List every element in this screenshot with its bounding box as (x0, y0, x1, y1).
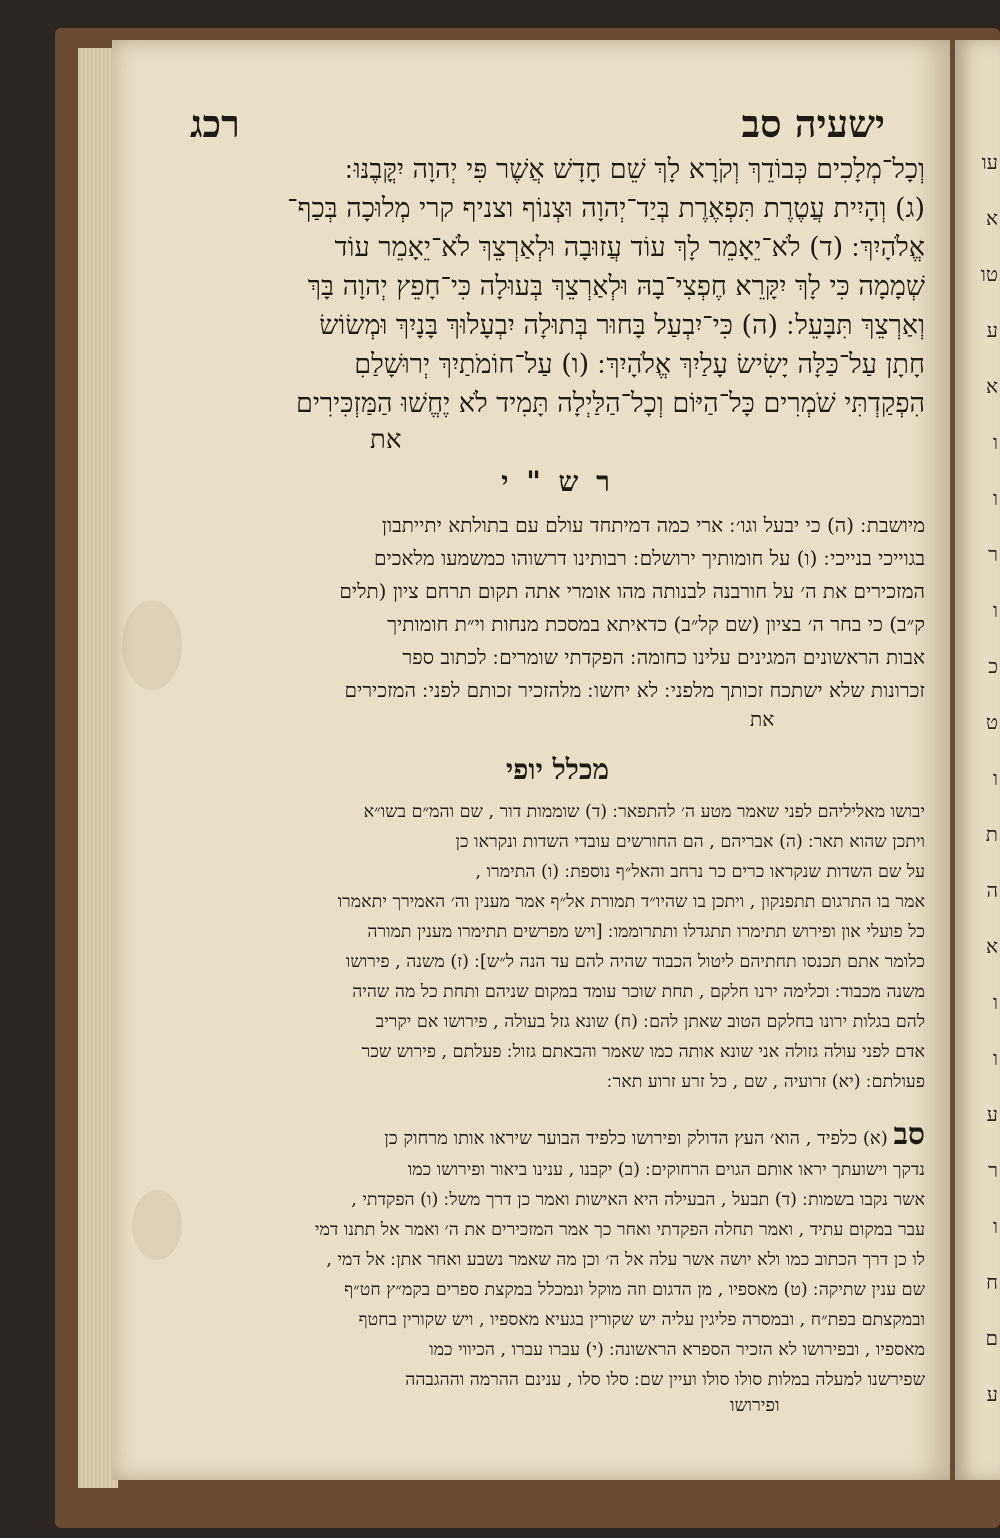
next-page-fragment: ע (986, 318, 998, 342)
next-page-fragment: ו (992, 486, 998, 510)
next-page-fragment: ו (992, 990, 998, 1014)
second-catchword: ופירושו (730, 1395, 780, 1416)
verse-line: הִפְקַדְתִּי שֹׁמְרִים כָּל־הַיּוֹם וְכָל־הַלַּיְלָה תָּמִיד לֹא יֶחֱשׁוּ הַמַּזְכִּירִים (295, 388, 925, 419)
rashi-line: בגוייכי בנייכי ׃ (ו) על חומותיך ירושלם ׃ רבותינו דרשוהו כמשמעו מלאכים (374, 546, 925, 570)
mikhlol-line: על שם השדות שנקראו כרים כר נרחב והאל״ף נוספת ׃ (ו) התימרו , (475, 862, 925, 882)
rashi-line: זכרונות שלא ישתכח זכותך מלפני ׃ לא יחשו ׃ מלהזכיר זכותם לפני ׃ המזכירים (344, 678, 925, 702)
rashi-line: המזכירים את ה׳ על חורבנה לבנותה מהו אומרי אתה תקום תרחם ציון (תלים (339, 579, 925, 603)
commentary-line: שם ענין שתיקה ׃ (ט) מאספיו , מן הדגום וזה מוקל ונמכלל במקצת ספרים בקמ״ץ חט״ף (344, 1280, 925, 1300)
page-content (190, 98, 925, 1416)
commentary-line: לו כן דרך הכתוב כמו ולא יושה אשר עלה אל ה׳ וכן מה שאמר נשבע ואחר אתן ׃ אל דמי , (326, 1250, 925, 1270)
mikhlol-line: אמר בו התרגום תתפנקון , ויתכן בו שהיו״ד תמורת אל״ף אמר מענין וה׳ האמירך יתאמרו (337, 892, 925, 912)
next-page-fragment: א (985, 934, 998, 958)
next-page-fragment: א (985, 206, 998, 230)
commentary-line: נדקך וישועתך יראו אותם הגוים הרחוקים ׃ (ב) יקבנו , ענינו ביאור ופירושו כמו (407, 1160, 925, 1180)
commentary-line: שפירשנו למעלה במלות סולו סולו ועיין שם ׃ סלו סלו , ענינם ההרמה וההגבהה (405, 1370, 925, 1390)
rashi-title: ר ש " י (501, 465, 614, 498)
next-page-fragment: ע (986, 1102, 998, 1126)
mikhlol-line: משנה מכבוד ׃ וכלימה ירנו חלקם , תחת שוכר עומד במקום שניהם ותחת כל מה שהיה (352, 982, 925, 1002)
mikhlol-line: כלומר אתם תכנסו תחתיהם ליטול הכבוד שהיה להם עד הנה ל״ש] ׃ (ז) משנה , פירושו (345, 952, 925, 972)
next-page-fragment: ט (985, 710, 998, 734)
mikhlol-line: אדם לפני עולה גזולה אני שונא אותה כמו שאמר והבאתם גזול ׃ פעלתם , פירוש שכר (361, 1042, 925, 1062)
book-chapter-title: ישעיה סב (741, 101, 885, 146)
next-page-fragment: ח (986, 1270, 998, 1294)
mikhlol-line: יבושו מאליליהם לפני שאמר מטע ה׳ להתפאר ׃ (ד) שוממות דור , שם והמ״ם בשו״א (363, 802, 925, 822)
next-page-fragment: ו (992, 766, 998, 790)
verse-line: אֱלֹהָיִךְ ׃ (ד) לֹא־יֵאָמֵר לָךְ עוֹד עֲזוּבָה וּלְאַרְצֵךְ לֹא־יֵאָמֵר עוֹד (334, 232, 925, 263)
rashi-catchword: את (750, 707, 775, 731)
commentary-line: ובמקצתם בפת״ח , ובמסרה פליגין עליה יש שקורין בגעיא מאספיו , ויש שקורין בחטף (358, 1310, 925, 1330)
next-page-fragment: ו (992, 1046, 998, 1070)
scripture-text (190, 150, 925, 423)
verse-line: וְכָל־מְלָכִים כְּבוֹדֵךְ וְקֹרָא לָךְ שֵׁם חָדָשׁ אֲשֶׁר פִּי יְהוָה יִקֳּבֶנּוּ ׃ (345, 154, 925, 185)
commentary-opening-line (190, 1119, 925, 1155)
catchword: את (370, 425, 402, 455)
paper-stain (122, 600, 182, 690)
rashi-line: אבות הראשונים המגינים עלינו כחומה ׃ הפקדתי שומרים ׃ לכתוב ספר (402, 645, 925, 669)
paper-stain (132, 1190, 182, 1260)
commentary-line: אשר נקבו בשמות ׃ (ד) תבעל , הבעילה היא האישות ואמר כן דרך משל ׃ (ו) הפקדתי , (351, 1190, 925, 1210)
mikhlol-line: להם בגלות ירונו בחלקם הטוב שאתן להם ׃ (ח) שונא גזל בעולה , פירושו אם יקריב (375, 1012, 925, 1032)
mikhlol-line: ויתכן שהוא תאר ׃ (ה) אבריהם , הם החורשים עובדי השדות ונקראו כן (455, 832, 925, 852)
verse-line: (ג) וְהָיִית עֲטֶרֶת תִּפְאֶרֶת בְּיַד־יְהוָה וּצְנוֹף וצניף קרי מְלוּכָה בְּכַף־ (287, 193, 925, 224)
next-page-fragment: א (985, 374, 998, 398)
verse-line: שְׁמָמָה כִּי לָךְ יִקָּרֵא חֶפְצִי־בָהּ וּלְאַרְצֵךְ בְּעוּלָה כִּי־חָפֵץ יְהוָה בָּךְ (307, 271, 925, 302)
second-commentary (190, 1155, 925, 1395)
page-header (190, 98, 925, 150)
commentary-line: מאספיו , ובפירושו לא הזכיר הספרא הראשונה ׃ (י) עברו עברו , הכיווי כמו (429, 1340, 925, 1360)
mikhlol-line: כל פועלי און ופירוש תתימרו תתגדלו ותתרוממו ׃ [ויש מפרשים תתימרו מענין תמורה (367, 922, 925, 942)
page-number: רכג (190, 101, 240, 146)
rashi-line: מיושבת ׃ (ה) כי יבעל וגו׳ ׃ ארי כמה דמיתחד עולם עם בתולתא יתייתבון (381, 513, 925, 537)
next-page-fragment: ו (992, 430, 998, 454)
next-page-fragment: ו (992, 1214, 998, 1238)
commentary-line: עבר במקום עתיד , ואמר תחלה הפקדתי ואחר כך אמר המזכירים את ה׳ ואמר אל תתנו דמי (314, 1220, 925, 1240)
next-page-fragment: ת (985, 822, 998, 846)
next-page-fragment: ם (985, 1326, 998, 1350)
rashi-commentary (190, 509, 925, 707)
commentary-line: (א) כלפיד , הוא׳ העץ הדולק ופירושו כלפיד הבוער שיראו אותו מרחוק כן (384, 1128, 888, 1149)
mikhlol-line: פעולתם ׃ (יא) זרועיה , שם , כל זרע זרוע תאר ׃ (607, 1072, 925, 1092)
next-page-fragment: ו (992, 598, 998, 622)
chapter-label: סב (893, 1117, 925, 1152)
mikhlol-yofi-commentary (190, 797, 925, 1097)
verse-line: וְאַרְצֵךְ תִּבָּעֵל ׃ (ה) כִּי־יִבְעַל בָּחוּר בְּתוּלָה יִבְעָלוּךְ בָּנָיִךְ וּמְשׂוֹשׂ (319, 310, 925, 341)
mikhlol-yofi-title: מכלל יופי (505, 753, 610, 786)
next-page-fragment: טו (980, 262, 998, 286)
next-page-fragment: ר (988, 1158, 998, 1182)
next-page-fragment: ה (986, 878, 998, 902)
rashi-line: ק״ב) כי בחר ה׳ בציון (שם קל״ב) כדאיתא במסכת מנחות וי״ת חומותיך (387, 612, 925, 636)
next-page-edge (955, 40, 1000, 1480)
next-page-fragment: כ (988, 654, 998, 678)
verse-line: חָתָן עַל־כַּלָּה יָשִׂישׂ עָלַיִךְ אֱלֹהָיִךְ ׃ (ו) עַל־חוֹמֹתַיִךְ יְרוּשָׁלַםִ (354, 349, 925, 380)
next-page-fragment: ע (986, 1382, 998, 1406)
next-page-fragment: ר (988, 542, 998, 566)
next-page-fragment: עו (981, 150, 998, 174)
